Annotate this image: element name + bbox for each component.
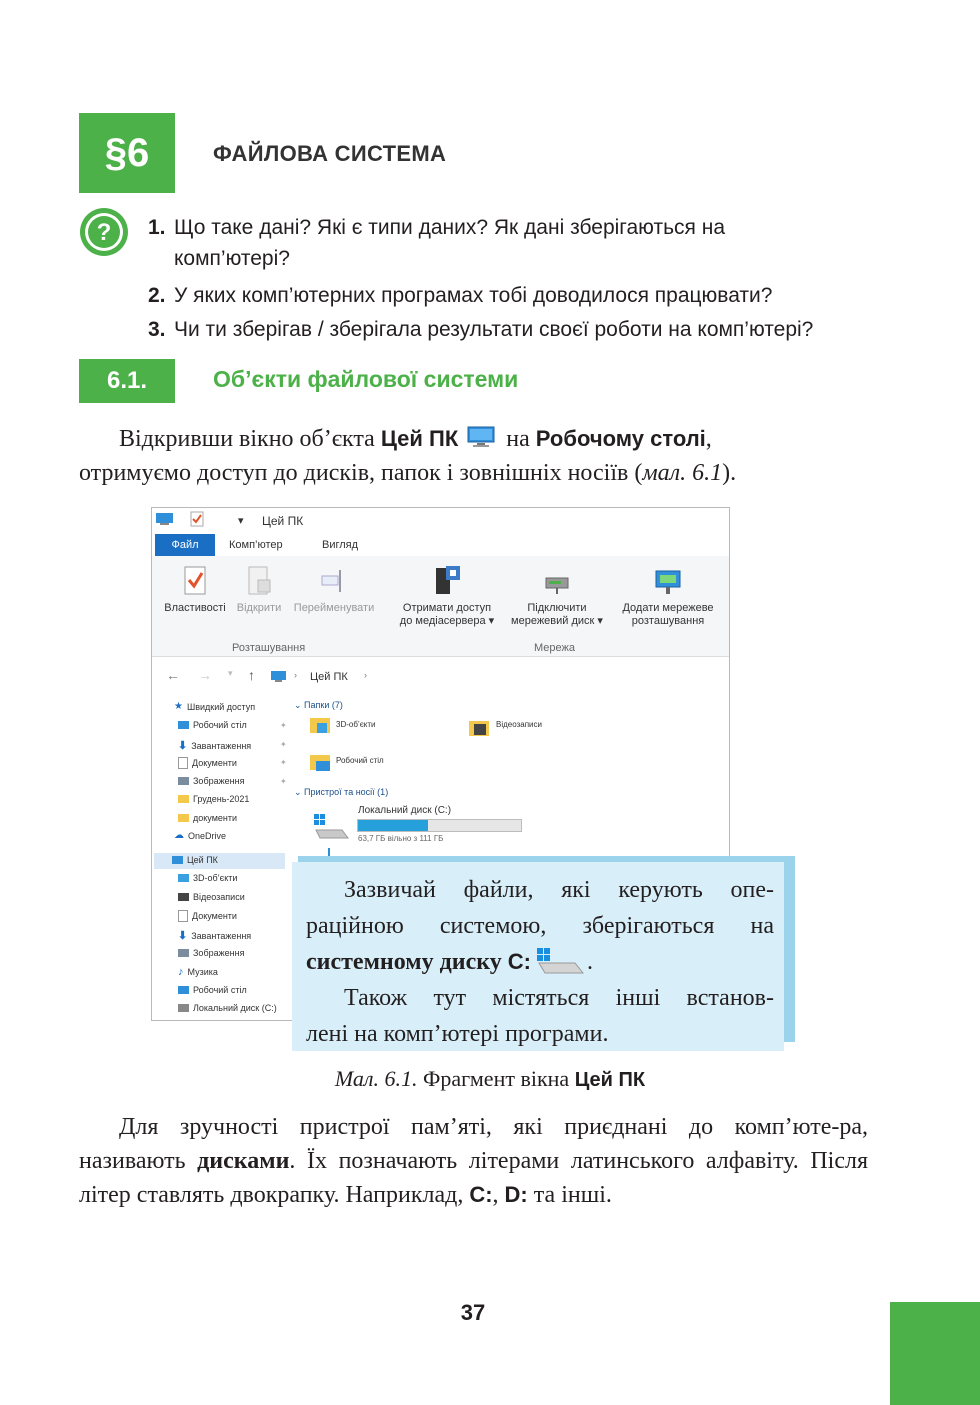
- nav-pc-pictures[interactable]: [178, 948, 244, 958]
- nav-pc-documents[interactable]: [178, 910, 237, 922]
- drive-letter-d: D:: [504, 1182, 528, 1207]
- nav-quick-access[interactable]: [174, 701, 255, 712]
- button-label: Перейменувати: [293, 602, 375, 614]
- button-label: Підключити: [527, 602, 587, 614]
- text: . Їх позначають літерами латинського алфавіту. Після літер ставлять двокрапку. Наприклад,: [79, 1148, 868, 1208]
- pin-icon: ✦: [280, 740, 287, 749]
- paragraph-disks: [79, 1110, 868, 1212]
- nav-downloads[interactable]: [178, 739, 251, 752]
- nav-label: Завантаження: [191, 930, 252, 941]
- text: Відкривши вікно об’єкта: [119, 426, 381, 452]
- figure-caption: [0, 1066, 980, 1092]
- local-disk-icon: [312, 812, 350, 842]
- subsection-title: Об’єкти файлової системи: [213, 366, 519, 392]
- add-network-location-button[interactable]: [612, 568, 724, 628]
- nav-label: Музика: [187, 967, 218, 977]
- folder-label[interactable]: Робочий стіл: [336, 756, 384, 765]
- section-title: ФАЙЛОВА СИСТЕМА: [213, 141, 447, 166]
- question-number: 2.: [148, 284, 166, 307]
- folder-label[interactable]: 3D-об’єкти: [336, 720, 376, 729]
- term-desktop: Робочому столі: [535, 426, 706, 451]
- chevron-right-icon: ›: [294, 670, 297, 680]
- chevron-right-icon: ›: [364, 670, 367, 680]
- nav-3d-objects[interactable]: [178, 873, 237, 883]
- document-icon: [178, 757, 188, 769]
- 3d-objects-icon: [178, 874, 189, 882]
- text: отримуємо доступ до дисків, папок і зовнішніх носіїв (: [79, 460, 643, 486]
- question-text: У яких комп’ютерних програмах тобі доводилося працювати?: [174, 284, 773, 307]
- dropdown-icon[interactable]: ▾: [238, 515, 244, 527]
- videos-folder-icon: [468, 718, 490, 738]
- ribbon: [152, 556, 729, 657]
- download-icon: ⬇: [178, 740, 188, 752]
- computer-icon: [466, 426, 496, 448]
- back-icon[interactable]: ←: [166, 667, 180, 683]
- computer-icon: [155, 512, 175, 526]
- question-number: 3.: [148, 318, 166, 341]
- map-drive-button[interactable]: [504, 568, 610, 628]
- question-text-continued: комп’ютері?: [174, 247, 290, 270]
- open-icon: [246, 566, 272, 596]
- pictures-icon: [178, 949, 189, 957]
- drive-free-space: 63,7 ГБ вільно з 111 ГБ: [358, 834, 444, 843]
- drive-name[interactable]: Локальний диск (C:): [358, 805, 452, 816]
- text: на: [506, 426, 536, 452]
- folder-label[interactable]: Відеозаписи: [496, 720, 542, 729]
- tab-computer[interactable]: Комп’ютер: [229, 539, 283, 551]
- computer-icon: [172, 856, 183, 864]
- pin-icon: ✦: [280, 758, 287, 767]
- tab-view[interactable]: Вигляд: [322, 539, 359, 551]
- text: Також тут містяться інші встанов-: [344, 985, 774, 1011]
- text: Для зручності пристрої пам’яті, які приєднані до комп’юте-ра, називають: [79, 1114, 868, 1174]
- 3d-objects-folder-icon: [309, 715, 331, 735]
- text: ).: [722, 460, 737, 486]
- nav-label: Зображення: [193, 948, 245, 958]
- group-label-location: Розташування: [232, 642, 306, 654]
- group-label: Пристрої та носії (1): [304, 787, 389, 797]
- drive-letter: C:: [507, 949, 531, 974]
- drive-usage-fill: [358, 820, 428, 831]
- button-label-2: розташування: [631, 615, 705, 627]
- group-label: Папки (7): [304, 700, 343, 710]
- caption-text: Фрагмент вікна: [417, 1066, 575, 1091]
- nav-folder-documents[interactable]: [178, 813, 237, 823]
- system-drive-icon: [535, 947, 587, 975]
- svg-text:?: ?: [96, 219, 112, 246]
- properties-button[interactable]: [160, 566, 230, 615]
- pictures-icon: [178, 777, 189, 785]
- nav-label: документи: [193, 813, 238, 823]
- title-bar: [152, 508, 729, 532]
- nav-onedrive[interactable]: [174, 830, 226, 841]
- nav-label: Документи: [192, 758, 237, 768]
- nav-folder-december[interactable]: [178, 794, 249, 804]
- text: лені на комп’ютері програми.: [306, 1021, 609, 1047]
- term-system-disk: системному диску: [306, 949, 502, 975]
- media-server-button[interactable]: [392, 564, 502, 628]
- paragraph-intro: [79, 422, 868, 490]
- nav-label: Робочий стіл: [193, 985, 247, 995]
- desktop-folder-icon: [309, 752, 331, 772]
- devices-group-header[interactable]: [294, 787, 388, 798]
- nav-label: Робочий стіл: [193, 720, 247, 730]
- address-path[interactable]: Цей ПК: [310, 671, 348, 683]
- nav-videos[interactable]: [178, 892, 245, 902]
- button-label-2: до медіасервера ▾: [399, 615, 495, 627]
- question-icon: [79, 207, 129, 257]
- nav-documents[interactable]: [178, 757, 237, 769]
- nav-this-pc[interactable]: [172, 855, 218, 865]
- download-icon: ⬇: [178, 930, 188, 942]
- button-label-2: мережевий диск ▾: [511, 615, 603, 627]
- caption-label: Мал. 6.1.: [334, 1066, 418, 1091]
- callout-text: [306, 872, 774, 1052]
- text: та інші.: [527, 1182, 612, 1208]
- media-server-icon: [430, 564, 464, 596]
- question-2: [148, 280, 772, 311]
- term-this-pc: Цей ПК: [380, 426, 459, 451]
- drive-icon: [178, 1004, 189, 1012]
- section-badge: §6: [79, 113, 175, 193]
- nav-label: Цей ПК: [187, 855, 218, 865]
- page-corner-tab: [890, 1302, 980, 1405]
- question-3: [148, 314, 813, 345]
- chevron-down-icon: ⌄: [294, 787, 305, 797]
- computer-icon: [270, 670, 288, 683]
- text: ,: [492, 1182, 505, 1208]
- button-label: Отримати доступ: [402, 602, 492, 614]
- nav-label: Зображення: [193, 776, 245, 786]
- text: раційною системою, зберігаються на: [306, 913, 774, 939]
- forward-icon[interactable]: →: [198, 667, 212, 683]
- rename-button[interactable]: [288, 566, 380, 615]
- network-location-icon: [651, 568, 685, 596]
- nav-label: Завантаження: [191, 740, 252, 751]
- text: .: [586, 949, 593, 975]
- pin-icon: ✦: [280, 721, 287, 730]
- nav-label: OneDrive: [188, 830, 227, 841]
- question-number: 1.: [148, 216, 166, 239]
- desktop-icon: [178, 721, 189, 729]
- nav-pictures[interactable]: [178, 776, 244, 786]
- button-label: Властивості: [164, 602, 226, 614]
- button-label: Додати мережеве: [622, 602, 714, 614]
- video-icon: [178, 893, 189, 901]
- subsection-badge: 6.1.: [79, 359, 175, 403]
- drive-usage-bar: [357, 819, 522, 832]
- up-icon[interactable]: ↑: [248, 667, 255, 683]
- nav-pc-desktop[interactable]: [178, 985, 247, 995]
- nav-pc-downloads[interactable]: [178, 929, 251, 942]
- nav-local-disk[interactable]: [178, 1003, 277, 1013]
- figure-ref: мал. 6.1: [642, 460, 723, 486]
- nav-label: Швидкий доступ: [186, 701, 256, 712]
- page-number: 37: [460, 1300, 486, 1325]
- cloud-icon: ☁: [174, 830, 184, 841]
- nav-label: Локальний диск (C:): [193, 1003, 277, 1013]
- caption-term: Цей ПК: [574, 1069, 646, 1091]
- properties-icon: [182, 566, 208, 596]
- nav-label: Документи: [192, 911, 237, 921]
- address-row: [152, 665, 729, 689]
- nav-desktop[interactable]: [178, 720, 247, 730]
- folder-icon: [178, 795, 189, 803]
- button-label: Відкрити: [236, 602, 282, 614]
- document-icon: [178, 910, 188, 922]
- term-disks: дисками: [197, 1148, 290, 1174]
- question-1: [148, 212, 868, 274]
- question-text: Чи ти зберігав / зберігала результати своєї роботи на комп’ютері?: [174, 318, 814, 341]
- tab-file[interactable]: Файл: [155, 534, 215, 556]
- properties-icon: [190, 511, 204, 527]
- nav-label: 3D-об’єкти: [193, 873, 238, 883]
- star-icon: ★: [174, 701, 183, 712]
- nav-label: Грудень-2021: [193, 794, 250, 804]
- network-drive-icon: [540, 568, 574, 596]
- chevron-down-icon: ⌄: [294, 700, 305, 710]
- rename-icon: [319, 566, 349, 596]
- text: ,: [705, 426, 712, 452]
- chevron-down-icon[interactable]: ▾: [228, 668, 233, 678]
- drive-letter-c: C:: [469, 1182, 493, 1207]
- nav-label: Відеозаписи: [193, 892, 245, 902]
- question-text: Що таке дані? Які є типи даних? Як дані зберігаються на: [174, 216, 726, 239]
- window-title: Цей ПК: [262, 514, 304, 528]
- group-label-network: Мережа: [534, 642, 575, 654]
- open-button[interactable]: [232, 566, 286, 615]
- text: Зазвичай файли, які керують опе-: [344, 877, 774, 903]
- pin-icon: ✦: [280, 777, 287, 786]
- folder-icon: [178, 814, 189, 822]
- desktop-icon: [178, 986, 189, 994]
- folders-group-header[interactable]: [294, 700, 343, 711]
- nav-music[interactable]: [178, 966, 218, 978]
- music-icon: ♪: [178, 966, 184, 978]
